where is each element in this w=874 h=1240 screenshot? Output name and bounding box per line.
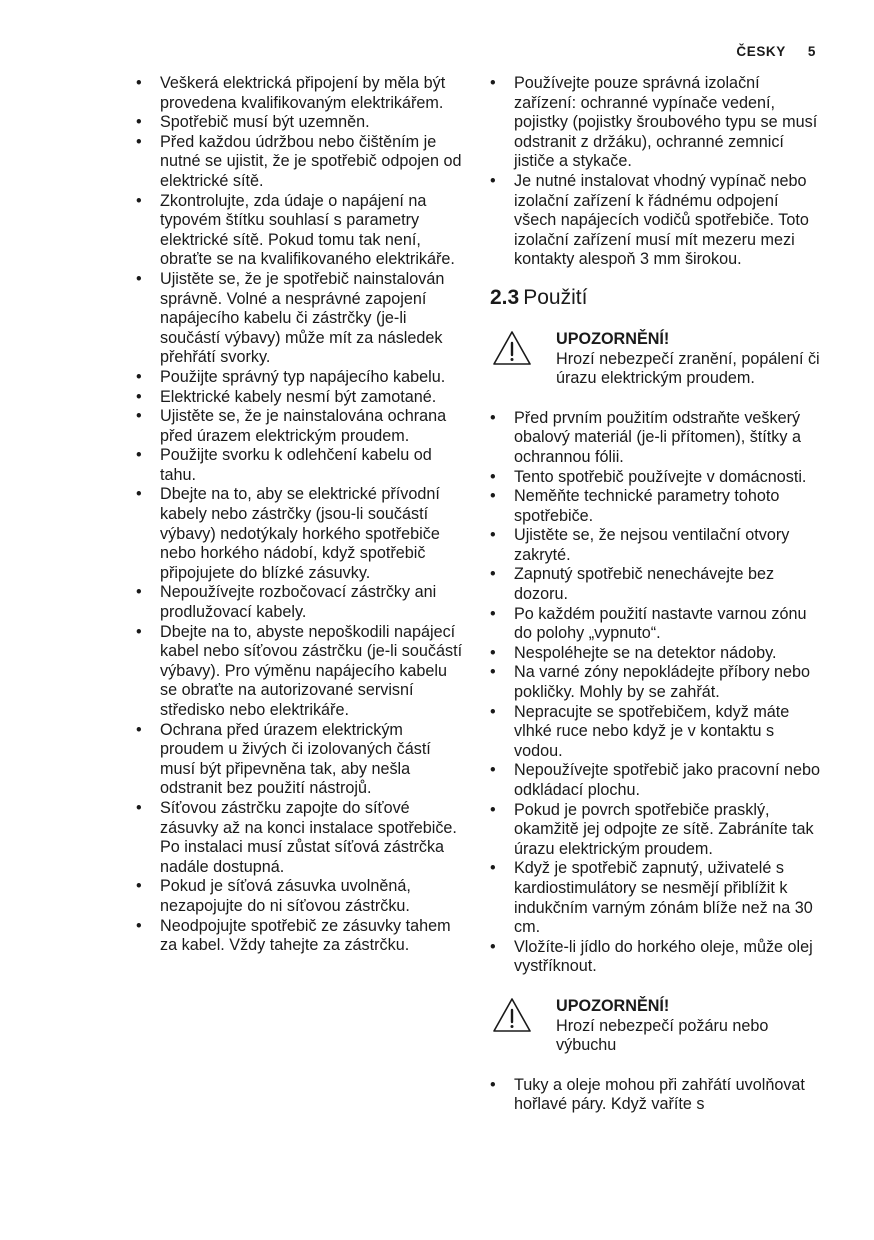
page-header (736, 44, 816, 59)
list-item: • Neměňte technické parametry tohoto spotřebiče. (488, 487, 820, 526)
list-item: • Ujistěte se, že nejsou ventilační otvory zakryté. (488, 526, 820, 565)
list-item: • Nepoužívejte rozbočovací zástrčky ani prodlužovací kabely. (134, 583, 464, 622)
list-item: • Používejte pouze správná izolační zařízení: ochranné vypínače vedení, pojistky (pojistky šroubového typu se musí odstranit z držáku), ochranné zemnicí jističe a stykače. (488, 74, 820, 172)
list-item: • Pokud je síťová zásuvka uvolněná, nezapojujte do ni síťovou zástrčku. (134, 877, 464, 916)
list-item: • Použijte svorku k odlehčení kabelu od tahu. (134, 446, 464, 485)
list-item: • Vložíte-li jídlo do horkého oleje, může olej vystříknout. (488, 938, 820, 977)
warning-title: UPOZORNĚNÍ! (556, 329, 670, 348)
section-heading (490, 286, 820, 310)
list-item: • Elektrické kabely nesmí být zamotané. (134, 388, 464, 408)
language-label: ČESKY (736, 44, 786, 59)
section-number: 2.3 (490, 285, 520, 309)
list-item: • Pokud je povrch spotřebiče prasklý, okamžitě jej odpojte ze sítě. Zabráníte tak úrazu elektrickým proudem. (488, 801, 820, 860)
list-item: • Na varné zóny nepokládejte příbory nebo pokličky. Mohly by se zahřát. (488, 663, 820, 702)
list-item: • Neodpojujte spotřebič ze zásuvky tahem za kabel. Vždy tahejte za zástrčku. (134, 917, 464, 956)
list-item: • Použijte správný typ napájecího kabelu. (134, 368, 464, 388)
list-item: • Ujistěte se, že je spotřebič nainstalován správně. Volné a nesprávné zapojení napájecího kabelu či zástrčky (je-li součástí výbavy) může mít za následek přehřátí svorky. (134, 270, 464, 368)
list-item: • Ujistěte se, že je nainstalována ochrana před úrazem elektrickým proudem. (134, 407, 464, 446)
right-column (488, 74, 820, 1115)
warning-title: UPOZORNĚNÍ! (556, 996, 670, 1015)
page-number: 5 (807, 44, 816, 59)
left-column (134, 74, 464, 956)
list-item: • Zkontrolujte, zda údaje o napájení na typovém štítku souhlasí s parametry elektrické sítě. Pokud tomu tak není, obraťte se na kvalifikovaného elektrikáře. (134, 192, 464, 270)
list-item: • Síťovou zástrčku zapojte do síťové zásuvky až na konci instalace spotřebiče. Po instalaci musí zůstat síťová zástrčka nadále dostupná. (134, 799, 464, 877)
installation-list (488, 74, 820, 270)
list-item: • Nepracujte se spotřebičem, když máte vlhké ruce nebo když je v kontaktu s vodou. (488, 703, 820, 762)
warning-box (488, 997, 820, 1056)
list-item: • Dbejte na to, aby se elektrické přívodní kabely nebo zástrčky (jsou-li součástí výbavy) nedotýkaly horkého spotřebiče nebo horkého nádobí, když spotřebič připojujete do blízké zásuvky. (134, 485, 464, 583)
list-item: • Nespoléhejte se na detektor nádoby. (488, 644, 820, 664)
list-item: • Nepoužívejte spotřebič jako pracovní nebo odkládací plochu. (488, 761, 820, 800)
list-item: • Zapnutý spotřebič nenechávejte bez dozoru. (488, 565, 820, 604)
warning-triangle-icon (492, 997, 532, 1033)
usage-list (488, 409, 820, 977)
warning-box (488, 330, 820, 389)
fire-safety-list (488, 1076, 820, 1115)
list-item: • Před každou údržbou nebo čištěním je nutné se ujistit, že je spotřebič odpojen od elektrické sítě. (134, 133, 464, 192)
warning-text: Hrozí nebezpečí zranění, popálení či úrazu elektrickým proudem. (556, 349, 820, 388)
list-item: • Když je spotřebič zapnutý, uživatelé s kardiostimulátory se nesmějí přiblížit k indukčním varným zónám blíže než na 30 cm. (488, 859, 820, 937)
section-title: Použití (523, 285, 588, 309)
list-item: • Tuky a oleje mohou při zahřátí uvolňovat hořlavé páry. Když vaříte s (488, 1076, 820, 1115)
list-item: • Je nutné instalovat vhodný vypínač nebo izolační zařízení k řádnému odpojení všech napájecích vodičů spotřebiče. Toto izolační zařízení musí mít mezeru mezi kontakty alespoň 3 mm širokou. (488, 172, 820, 270)
list-item: • Ochrana před úrazem elektrickým proudem u živých či izolovaných částí musí být připevněna tak, aby nešla odstranit bez použití nástrojů. (134, 721, 464, 799)
list-item: • Před prvním použitím odstraňte veškerý obalový materiál (je-li přítomen), štítky a ochrannou fólii. (488, 409, 820, 468)
safety-list (134, 74, 464, 956)
list-item: • Tento spotřebič používejte v domácnosti. (488, 468, 820, 488)
list-item: • Po každém použití nastavte varnou zónu do polohy „vypnuto“. (488, 605, 820, 644)
list-item: • Spotřebič musí být uzemněn. (134, 113, 464, 133)
list-item: • Veškerá elektrická připojení by měla být provedena kvalifikovaným elektrikářem. (134, 74, 464, 113)
warning-triangle-icon (492, 330, 532, 366)
list-item: • Dbejte na to, abyste nepoškodili napájecí kabel nebo síťovou zástrčku (je-li součástí výbavy). Pro výměnu napájecího kabelu se obraťte na autorizované servisní středisko nebo elektrikáře. (134, 623, 464, 721)
warning-text: Hrozí nebezpečí požáru nebo výbuchu (556, 1016, 769, 1055)
